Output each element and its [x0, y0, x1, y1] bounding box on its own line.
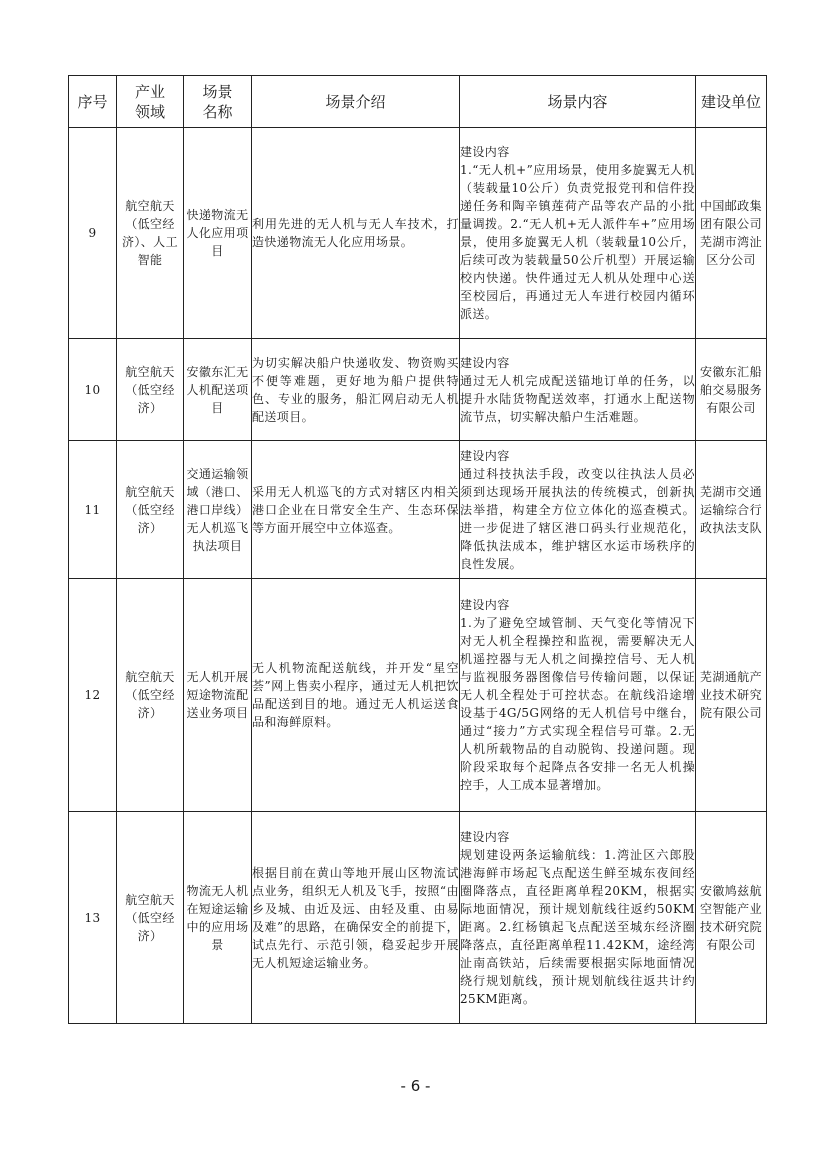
content-title: 建设内容 [460, 355, 510, 370]
content-text: 通过科技执法手段，改变以往执法人员必须到达现场开展执法的传统模式，创新执法举措，构建全方位立体化的巡查模式。进一步促进了辖区港口码头行业规范化，降低执法成本，维护辖区水运市场秩序的良性发展。 [460, 466, 695, 571]
cell-intro: 利用先进的无人机与无人车技术，打造快递物流无人化应用场景。 [252, 128, 460, 339]
cell-intro: 无人机物流配送航线，并开发“星空荟”网上售卖小程序，通过无人机把饮品配送到目的地。通过无人机运送食品和海鲜原料。 [252, 579, 460, 812]
header-name: 场景 名称 [184, 76, 252, 128]
content-title: 建设内容 [460, 829, 510, 844]
cell-content [460, 812, 696, 1024]
cell-unit: 芜湖市交通运输综合行政执法支队 [696, 441, 767, 579]
header-intro: 场景介绍 [252, 76, 460, 128]
table-row [69, 128, 767, 339]
cell-unit: 安徽东汇船舶交易服务有限公司 [696, 339, 767, 441]
cell-unit: 中国邮政集团有限公司芜湖市湾沚区分公司 [696, 128, 767, 339]
table-row [69, 812, 767, 1024]
cell-content [460, 128, 696, 339]
cell-content [460, 579, 696, 812]
cell-name: 安徽东汇无人机配送项目 [184, 339, 252, 441]
scenario-table [68, 75, 767, 1024]
cell-intro: 根据目前在黄山等地开展山区物流试点业务，组织无人机及飞手，按照“由乡及城、由近及远、由轻及重、由易及难”的思路，在确保安全的前提下，试点先行、示范引领，稳妥起步开展无人机短途运输业务。 [252, 812, 460, 1024]
cell-name: 物流无人机在短途运输中的应用场景 [184, 812, 252, 1024]
cell-name: 快递物流无人化应用项目 [184, 128, 252, 339]
cell-intro: 为切实解决船户快递收发、物资购买不便等难题，更好地为船户提供特色、专业的服务，船汇网启动无人机配送项目。 [252, 339, 460, 441]
content-text: 1.为了避免空域管制、天气变化等情况下对无人机全程操控和监视，需要解决无人机遥控器与无人机之间操控信号、无人机与监视服务器图像信号传输问题，以保证无人机全程处于可控状态。在航线沿途增设基于4G/5G网络的无人机信号中继台，通过“接力”方式实现全程信号可靠。2.无人机所载物品的自动脱钩、投递问题。现阶段采取每个起降点各安排一名无人机操控手，人工成本显著增加。 [460, 616, 695, 792]
content-title: 建设内容 [460, 448, 510, 463]
cell-unit: 安徽鸠兹航空智能产业技术研究院有限公司 [696, 812, 767, 1024]
cell-content [460, 441, 696, 579]
cell-name: 无人机开展短途物流配送业务项目 [184, 579, 252, 812]
content-text: 规划建设两条运输航线：1.湾沚区六郎股港海鲜市场起飞点配送生鲜至城东夜间经圈降落点，直径距离单程20KM，根据实际地面情况，预计规划航线往返约50KM距离。2.红杨镇起飞点配送至城东经济圈降落点，直径距离单程11.42KM，途经湾沚南高铁站，后续需要根据实际地面情况绕行规划航线，预计规划航线往返共计约25KM距离。 [460, 847, 695, 1006]
content-title: 建设内容 [460, 598, 510, 612]
table-row [69, 339, 767, 441]
cell-no: 10 [69, 339, 117, 441]
content-text: 通过无人机完成配送锚地订单的任务，以提升水陆货物配送效率，打通水上配送物流节点，切实解决船户生活难题。 [460, 373, 695, 424]
cell-field: 航空航天（低空经济） [117, 441, 184, 579]
cell-no: 13 [69, 812, 117, 1024]
page-number: - 6 - [400, 1077, 431, 1095]
cell-field: 航空航天（低空经济） [117, 579, 184, 812]
cell-no: 11 [69, 441, 117, 579]
cell-field: 航空航天（低空经济） [117, 339, 184, 441]
header-content: 场景内容 [460, 76, 696, 128]
table-row [69, 441, 767, 579]
cell-field: 航空航天（低空经济） [117, 812, 184, 1024]
cell-content [460, 339, 696, 441]
cell-name: 交通运输领域（港口、港口岸线）无人机巡飞执法项目 [184, 441, 252, 579]
table-row [69, 579, 767, 812]
cell-no: 12 [69, 579, 117, 812]
cell-field: 航空航天（低空经济）、人工智能 [117, 128, 184, 339]
content-text: 1.“无人机+”应用场景，使用多旋翼无人机（装载量10公斤）负责党报党刊和信件投递任务和陶辛镇莲荷产品等农产品的小批量调拨。2.“无人机+无人派件车+”应用场景，使用多旋翼无人机（装载量10公斤，后续可改为装载量50公斤机型）开展运输校内快递。快件通过无人机从处理中心送至校园后，再通过无人车进行校园内循环派送。 [460, 163, 695, 321]
header-field: 产业 领域 [117, 76, 184, 128]
table-header-row [69, 76, 767, 128]
cell-intro: 采用无人机巡飞的方式对辖区内相关港口企业在日常安全生产、生态环保等方面开展空中立体巡查。 [252, 441, 460, 579]
content-title: 建设内容 [460, 145, 510, 159]
header-unit: 建设单位 [696, 76, 767, 128]
cell-unit: 芜湖通航产业技术研究院有限公司 [696, 579, 767, 812]
cell-no: 9 [69, 128, 117, 339]
header-no: 序号 [69, 76, 117, 128]
